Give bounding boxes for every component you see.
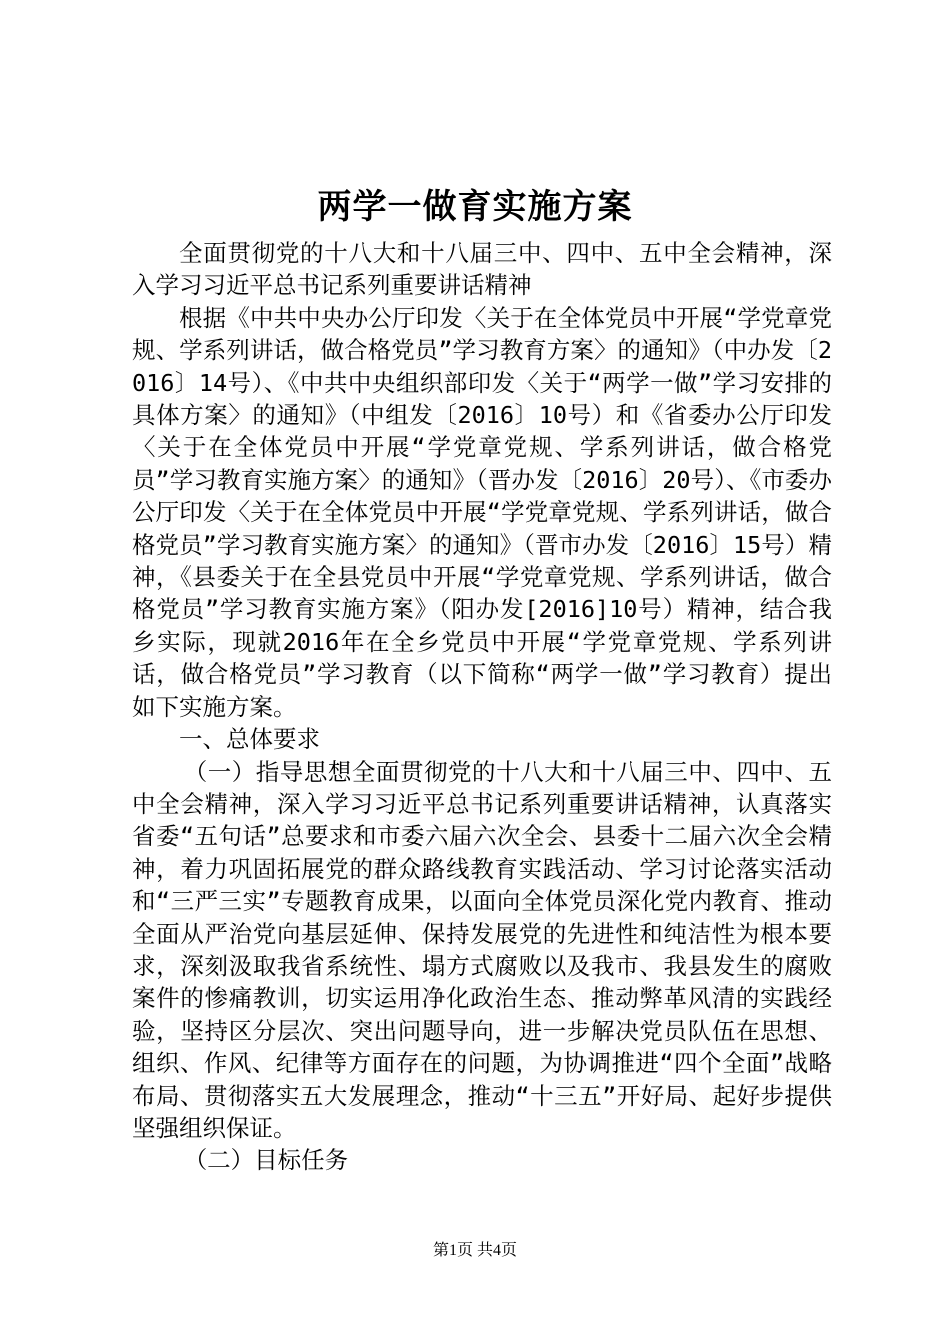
document-body xyxy=(132,237,832,1177)
paragraph-basis: 根据《中共中央办公厅印发〈关于在全体党员中开展“学党章党规、学系列讲话，做合格党员”学习教育方案〉的通知》（中办发〔2016〕14号）、《中共中央组织部印发〈关于“两学一做”学习安排的具体方案〉的通知》（中组发〔2016〕10号）和《省委办公厅印发〈关于在全体党员中开展“学党章党规、学系列讲话，做合格党员”学习教育实施方案〉的通知》（晋办发〔2016〕20号）、《市委办公厅印发〈关于在全体党员中开展“学党章党规、学系列讲话，做合格党员”学习教育实施方案〉的通知》（晋市办发〔2016〕15号）精神，《县委关于在全县党员中开展“学党章党规、学系列讲话，做合格党员”学习教育实施方案》（阳办发[2016]10号）精神，结合我乡实际，现就2016年在全乡党员中开展“学党章党规、学系列讲话，做合格党员”学习教育（以下简称“两学一做”学习教育）提出如下实施方案。 xyxy=(132,303,832,721)
document-title: 两学一做育实施方案 xyxy=(317,187,633,227)
section-heading-general-requirements: 一、总体要求 xyxy=(179,725,320,754)
page-number-footer: 第1页 共4页 xyxy=(432,1242,517,1259)
paragraph-intro: 全面贯彻党的十八大和十八届三中、四中、五中全会精神，深入学习习近平总书记系列重要讲话精神 xyxy=(132,239,832,300)
paragraph-guiding-ideology: （一）指导思想全面贯彻党的十八大和十八届三中、四中、五中全会精神，深入学习习近平总书记系列重要讲话精神，认真落实省委“五句话”总要求和市委六届六次全会、县委十二届六次全会精神，着力巩固拓展党的群众路线教育实践活动、学习讨论落实活动和“三严三实”专题教育成果，以面向全体党员深化党内教育、推动全面从严治党向基层延伸、保持发展党的先进性和纯洁性为根本要求，深刻汲取我省系统性、塌方式腐败以及我市、我县发生的腐败案件的惨痛教训，切实运用净化政治生态、推动弊革风清的实践经验，坚持区分层次、突出问题导向，进一步解决党员队伍在思想、组织、作风、纪律等方面存在的问题，为协调推进“四个全面”战略布局、贯彻落实五大发展理念，推动“十三五”开好局、起好步提供坚强组织保证。 xyxy=(132,757,832,1142)
subsection-heading-goals: （二）目标任务 xyxy=(183,1146,349,1175)
